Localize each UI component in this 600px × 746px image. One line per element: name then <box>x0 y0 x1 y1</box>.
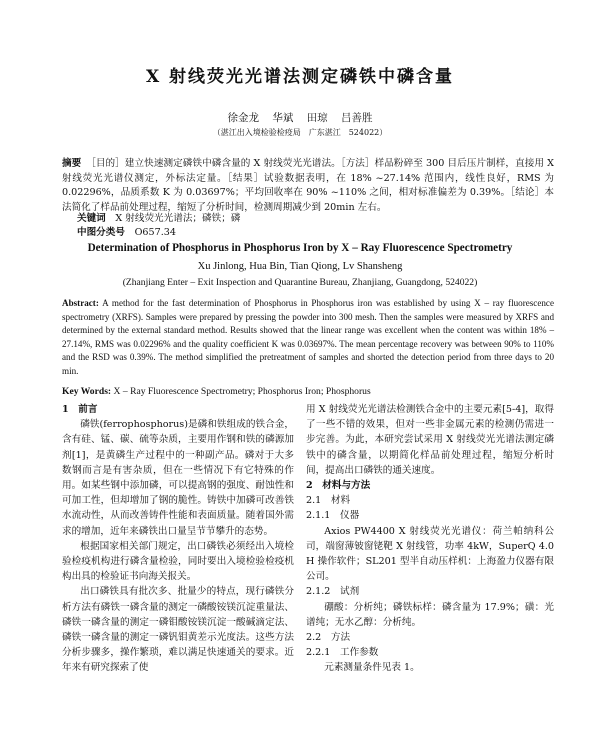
abstract-en-label: Abstract: <box>62 298 99 308</box>
authors: 徐金龙 华斌 田琼 吕善胜 <box>227 112 373 124</box>
subsection-2-1-1: 2.1.1 仪器 <box>306 510 360 522</box>
classification-label: 中图分类号 <box>77 227 125 238</box>
subsection-2-1-2: 2.1.2 试剂 <box>306 586 360 598</box>
section-2-heading: 2 材料与方法 <box>306 480 371 492</box>
english-title: Determination of Phosphorus in Phosphorus Iron by X – Ray Fluorescence Spectrometry <box>87 242 513 254</box>
abstract-cn <box>62 157 554 215</box>
affiliation: （湛江出入境检验检疫局 广东湛江 524022） <box>212 128 388 137</box>
abstract-en <box>62 297 554 379</box>
keywords-en-text: X – Ray Fluorescence Spectrometry; Phosphorus Iron; Phosphorus <box>113 386 371 397</box>
keywords-cn-text: X 射线荧光光谱法；磷铁；磷 <box>115 213 241 224</box>
keywords-cn <box>77 210 240 224</box>
left-column <box>62 402 294 676</box>
intro-paragraph-2: 根据国家相关部门规定，出口磷铁必须经出入境检验检疫机构进行磷含量检验，同时要出入境检验检疫机构出具的检验证书向海关报关。 <box>62 540 294 583</box>
right-column <box>306 402 554 676</box>
intro-paragraph-1: 磷铁(ferrophosphorus)是磷和铁组成的铁合金，含有硅、锰、碳、硫等杂质，主要用作钢和铁的磷源加剂[1]，是黄磷生产过程中的一种副产品。磷对于大多数钢而言是有害杂质，但在一些情况下有它特殊的作用。如某些钢中添加磷，可以提高钢的强度、耐蚀性和可加工性，但却增加了钢的脆性。铸铁中加磷可改善铁水流动性，从而改善铸件性能和表面质量。随着国外需求的增加，近年来磷铁出口量呈节节攀升的态势。 <box>62 419 294 537</box>
paper-title: X 射线荧光光谱法测定磷铁中磷含量 <box>145 67 455 87</box>
intro-paragraph-3: 出口磷铁具有批次多、批量少的特点，现行磷铁分析方法有磷铁一磷含量的测定一磷酸铵镁沉淀重量法、磷铁一磷含量的测定一磷钼酸铵镁沉淀一酸碱滴定法、磷铁一磷含量的测定一磷钒钼黄差示光度法。这些方法分析步骤多，操作繁琐，难以满足快速通关的要求。近年来有研究探索了使 <box>62 586 294 674</box>
reagent-paragraph: 硼酸：分析纯；磷铁标样：磷含量为 17.9%；磺：光谱纯；无水乙醇：分析纯。 <box>306 601 554 628</box>
keywords-en <box>62 386 371 397</box>
keywords-en-label: Key Words: <box>62 386 112 397</box>
subsection-2-1: 2.1 材料 <box>306 495 351 507</box>
intro-paragraph-4: 用 X 射线荧光光谱法检测铁合金中的主要元素[5-4]，取得了一些不错的效果，但对一些非金属元素的检测仍需进一步完善。为此，本研究尝试采用 X 射线荧光光谱法测定磷铁中的磷含量，以期简化样品前处理过程，缩短分析时间，提高出口磷铁的通关速度。 <box>306 404 554 476</box>
keywords-cn-label: 关键词 <box>77 213 106 224</box>
section-1-heading: 1 前言 <box>62 404 98 415</box>
subsection-2-2: 2.2 方法 <box>306 632 351 644</box>
english-affiliation: (Zhanjiang Enter – Exit Inspection and Quarantine Bureau, Zhanjiang, Guangdong, 524022) <box>122 277 478 288</box>
classification-number <box>77 224 176 238</box>
parameter-paragraph: 元素测量条件见表 1。 <box>324 662 420 674</box>
subsection-2-2-1: 2.2.1 工作参数 <box>306 647 379 659</box>
english-authors: Xu Jinlong, Hua Bin, Tian Qiong, Lv Shansheng <box>197 261 403 272</box>
abstract-cn-text: ［目的］建立快速测定磷铁中磷含量的 X 射线荧光光谱法。［方法］样品粉碎至 300 目后压片制样，直接用 X 射线荧光光谱仪测定，外标法定量。［结果］试验数据表明，在 18% ~27.14% 范围内，线性良好，RMS 为 0.02296%，品质系数 K 为 0.03697%；平均回收率在 90% ~110% 之间，相对标准偏差为 0.39%。［结论］本法简化了样品前处理过程，缩短了分析时间，检测周期减少到 20min 左右。 <box>62 158 555 213</box>
abstract-cn-label: 摘要 <box>62 158 82 169</box>
classification-text: O657.34 <box>134 227 176 238</box>
abstract-en-text: A method for the fast determination of Phosphorus in Phosphorus iron was established by using X – ray fluorescence spectrometry (XRFS). Samples were prepared by pressing the powder into 300 mesh. Then the samples were measured by XRFS and determined by the external standard method. Results showed that the linear range was excellent when the content was within 18% – 27.14%, RMS was 0.02296% and the quality coefficient K was 0.03697%. The mean percentage recovery was between 90% to 110% and the RSD was 0.39%. The method simplified the pretreatment of samples and shorted the detection period from three days to 20 min. <box>62 298 554 376</box>
instrument-paragraph: Axios PW4400 X 射线荧光光谱仪：荷兰帕纳科公司，端窗薄铍窗铑靶 X 射线管，功率 4kW，SuperQ 4.0 H 操作软件；SL201 型半自动压样机：上海盈力仪器有限公司。 <box>306 525 554 583</box>
